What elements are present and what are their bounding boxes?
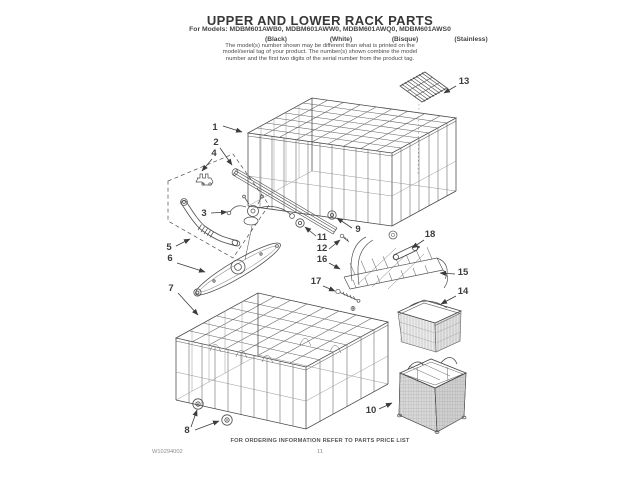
mounting-clip-drawing (196, 174, 213, 185)
callout-14 (441, 286, 469, 304)
callout-9 (337, 218, 361, 235)
page-number: 11 (317, 449, 323, 455)
callout-label-18: 18 (424, 229, 436, 240)
callout-12 (317, 240, 340, 254)
models-line: For Models: MDBM601AWB0, MDBM601AWW0, MDBM601AWQ0, MDBM601AWS0 (189, 26, 451, 33)
callout-label-12: 12 (316, 243, 328, 254)
lower-spray-arm-drawing (191, 237, 284, 301)
callout-1 (212, 122, 242, 133)
upper-rack-drawing (248, 98, 456, 239)
callout-label-13: 13 (458, 76, 470, 87)
callout-label-7: 7 (168, 283, 174, 294)
callout-label-2: 2 (213, 137, 219, 148)
document-number: W10294002 (152, 449, 183, 455)
callout-label-17: 17 (310, 276, 322, 287)
callout-13 (444, 76, 469, 93)
callout-17 (311, 276, 335, 291)
callout-10 (366, 403, 392, 416)
callout-label-16: 16 (316, 254, 328, 265)
callout-label-8: 8 (184, 425, 190, 436)
axle-screw-drawing (336, 289, 360, 310)
callout-label-6: 6 (167, 253, 173, 264)
callout-5 (166, 239, 190, 253)
callout-label-5: 5 (166, 242, 172, 253)
disclaimer-line-2: model/serial tag of your product. The number(s) shown combine the model (222, 49, 418, 56)
callout-7 (168, 283, 198, 315)
disclaimer-line-1: The model(s) number shown may be different than what is printed on the (225, 43, 415, 49)
callout-label-15: 15 (457, 267, 469, 278)
silverware-basket-drawing (398, 357, 467, 433)
callout-label-3: 3 (201, 208, 207, 219)
callout-16 (317, 254, 340, 269)
color-label-bisque: (Bisque) (391, 36, 419, 43)
tine-rack-handle-drawing (394, 246, 420, 260)
page-title: UPPER AND LOWER RACK PARTS (206, 13, 434, 28)
callout-15 (440, 267, 469, 278)
cup-shelf-drawing (400, 72, 447, 176)
disclaimer-line-3: number and the first two digits of the serial number from the product tag. (225, 55, 415, 62)
rack-wheel-drawings (193, 399, 232, 425)
lower-rack-drawing (176, 293, 388, 429)
callout-label-14: 14 (457, 286, 469, 297)
color-label-stainless: (Stainless) (454, 36, 488, 43)
callout-label-1: 1 (212, 122, 218, 133)
color-label-black: (Black) (265, 36, 287, 43)
color-label-white: (White) (329, 36, 353, 43)
callout-label-9: 9 (355, 224, 361, 235)
callout-3 (201, 208, 227, 219)
callout-11 (305, 227, 328, 243)
callout-label-10: 10 (365, 405, 377, 416)
callout-label-4: 4 (211, 148, 217, 159)
callout-8 (184, 410, 219, 436)
fold-down-tine-rack-drawing (344, 237, 448, 289)
small-items-basket-drawing (398, 300, 461, 352)
callout-6 (167, 253, 205, 272)
callout-label-11: 11 (316, 232, 328, 243)
feed-tube-drawing (181, 199, 241, 247)
spray-arm-mount-drawing (227, 195, 294, 260)
ordering-note: FOR ORDERING INFORMATION REFER TO PARTS PRICE LIST (230, 438, 410, 444)
callout-4 (202, 148, 217, 171)
screw-12-drawing (340, 234, 349, 242)
